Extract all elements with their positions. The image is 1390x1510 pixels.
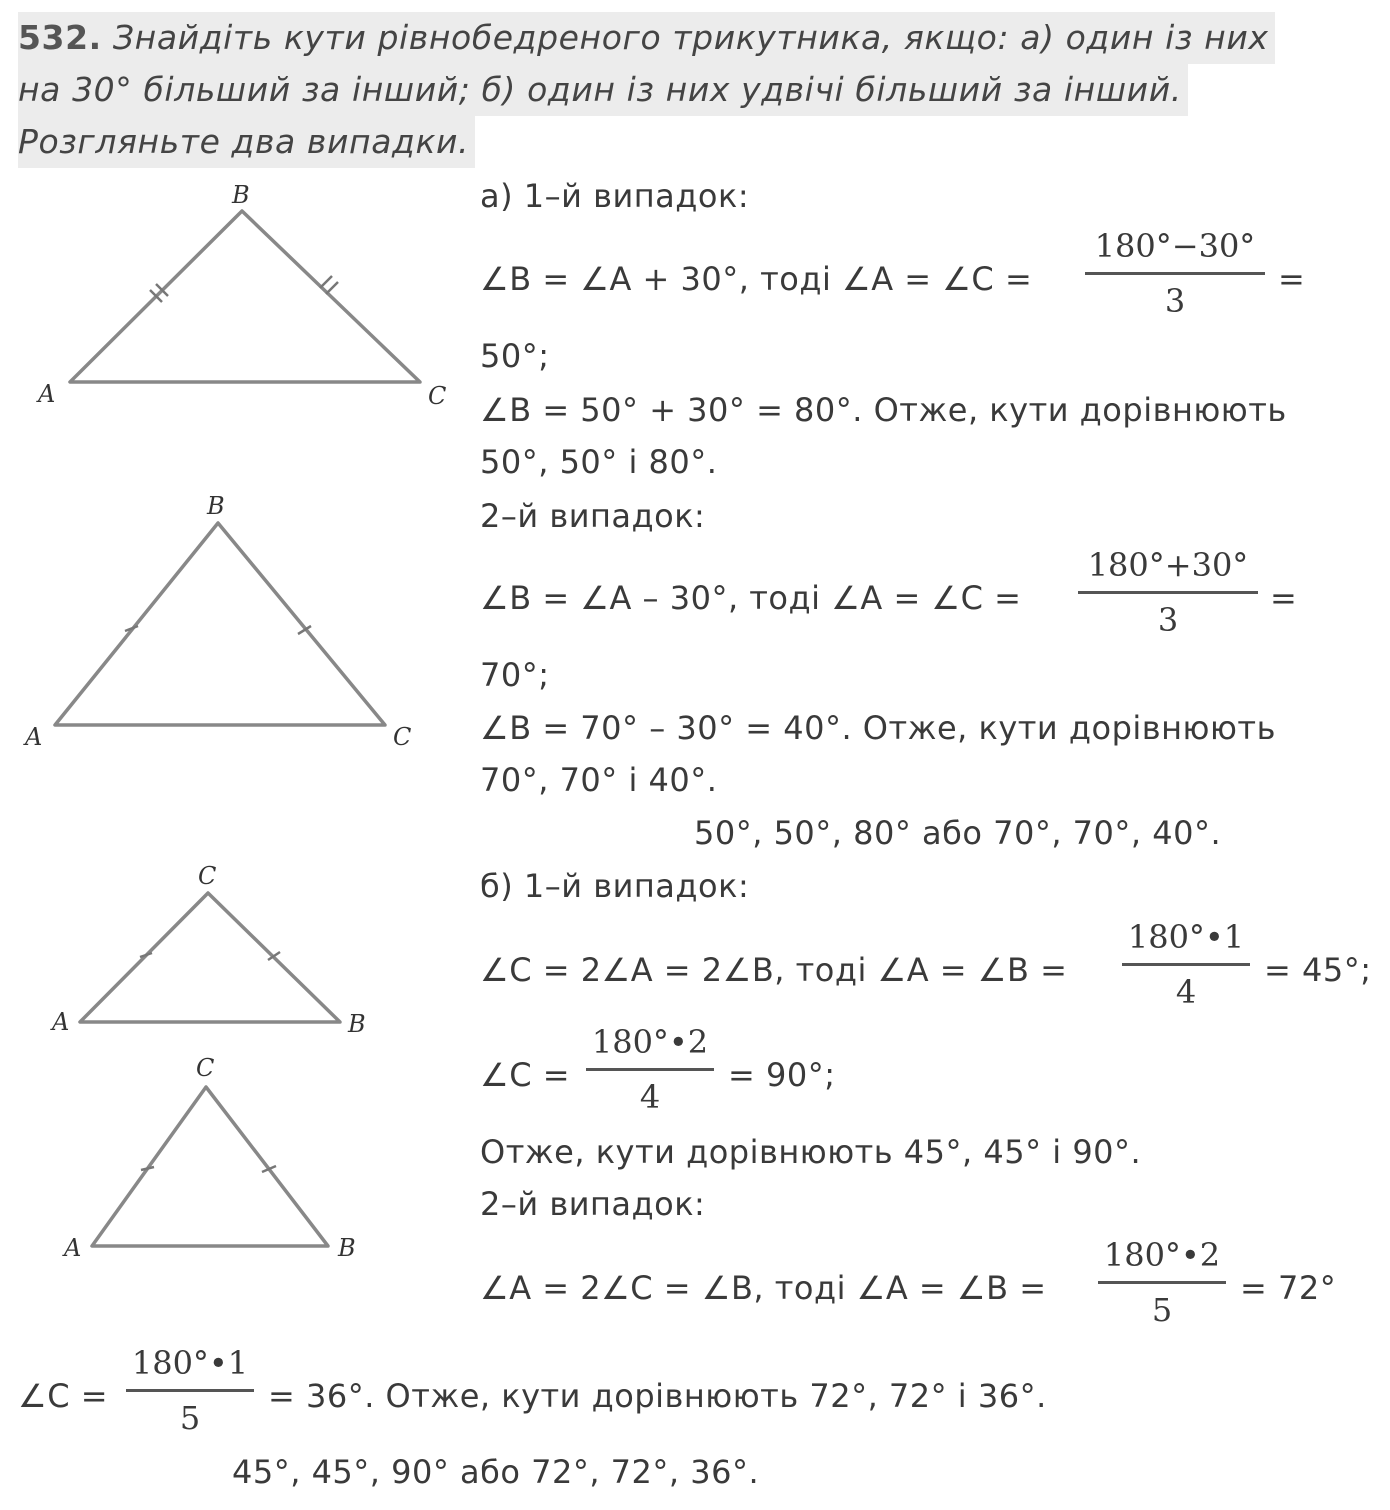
part-a-case1-title: а) 1–й випадок: bbox=[480, 177, 750, 215]
fraction-numerator: 180°+30° bbox=[1087, 546, 1249, 584]
part-a-answer: 50°, 50°, 80° або 70°, 70°, 40°. bbox=[694, 814, 1222, 852]
part-a-case1-fraction bbox=[1085, 228, 1265, 319]
fraction-numerator: 180°•2 bbox=[1103, 1236, 1221, 1274]
part-a-case1-angle-b: ∠B = 50° + 30° = 80°. Отже, кути дорівнюють bbox=[480, 391, 1287, 429]
fraction-denominator: 3 bbox=[1157, 601, 1179, 639]
fig1-left-label: A bbox=[38, 380, 56, 408]
part-b-answer: 45°, 45°, 90° або 72°, 72°, 36°. bbox=[232, 1453, 760, 1491]
part-a-case1-equation: ∠B = ∠A + 30°, тоді ∠A = ∠C = bbox=[480, 260, 1033, 298]
part-a-case2-result: 70°; bbox=[480, 656, 550, 694]
part-b-case2-c-lhs: ∠C = bbox=[18, 1377, 109, 1415]
part-b-case2-title: 2–й випадок: bbox=[480, 1185, 706, 1223]
fig4-right-label: B bbox=[338, 1234, 356, 1262]
part-b-case2-fraction bbox=[1098, 1237, 1226, 1328]
part-b-case1-conclusion: Отже, кути дорівнюють 45°, 45° і 90°. bbox=[480, 1133, 1142, 1171]
fig3-left-label: A bbox=[52, 1008, 70, 1036]
triangle-2 bbox=[55, 523, 385, 725]
fraction-numerator: 180°−30° bbox=[1094, 227, 1256, 265]
part-a-case2-title: 2–й випадок: bbox=[480, 497, 706, 535]
part-a-case1-result: 50°; bbox=[480, 337, 550, 375]
part-b-case1-fraction bbox=[1122, 919, 1250, 1010]
fig4-left-label: A bbox=[64, 1234, 82, 1262]
fraction-denominator: 5 bbox=[1151, 1291, 1173, 1329]
problem-line-1: 532. Знайдіть кути рівнобедреного трикутника, якщо: а) один із них bbox=[18, 12, 1275, 64]
triangle-1 bbox=[70, 211, 420, 382]
fraction-numerator: 180°•2 bbox=[591, 1023, 709, 1061]
fig3-top-label: C bbox=[198, 862, 217, 890]
triangle-4 bbox=[92, 1087, 328, 1246]
part-b-case1-title: б) 1–й випадок: bbox=[480, 867, 750, 905]
part-b-case2-c-fraction bbox=[126, 1345, 254, 1436]
part-b-case2-equals: = 72° bbox=[1240, 1269, 1337, 1307]
part-b-case1-equation: ∠C = 2∠A = 2∠B, тоді ∠A = ∠B = bbox=[480, 951, 1068, 989]
part-b-case2-c-tail: = 36°. Отже, кути дорівнюють 72°, 72° і 36°. bbox=[268, 1377, 1047, 1415]
fraction-numerator: 180°•1 bbox=[1127, 918, 1245, 956]
part-b-case1-c-fraction bbox=[586, 1024, 714, 1115]
problem-line-3: Розгляньте два випадки. bbox=[18, 116, 475, 168]
fig1-right-label: C bbox=[428, 382, 447, 410]
problem-line-2: на 30° більший за інший; б) один із них удвічі більший за інший. bbox=[18, 64, 1188, 116]
part-a-case1-conclusion: 50°, 50° і 80°. bbox=[480, 443, 718, 481]
fraction-denominator: 4 bbox=[1175, 973, 1197, 1011]
part-a-case2-equation: ∠B = ∠A – 30°, тоді ∠A = ∠C = bbox=[480, 579, 1022, 617]
part-a-case2-fraction bbox=[1078, 547, 1258, 638]
part-b-case1-c-lhs: ∠C = bbox=[480, 1056, 571, 1094]
fraction-denominator: 4 bbox=[639, 1078, 661, 1116]
part-b-case1-equals: = 45°; bbox=[1264, 951, 1372, 989]
fig1-top-label: B bbox=[232, 181, 250, 209]
part-a-case2-angle-b: ∠B = 70° – 30° = 40°. Отже, кути дорівнюють bbox=[480, 709, 1276, 747]
part-b-case2-equation: ∠A = 2∠C = ∠B, тоді ∠A = ∠B = bbox=[480, 1269, 1047, 1307]
triangle-3 bbox=[80, 893, 340, 1022]
part-a-case2-equals: = bbox=[1270, 579, 1298, 617]
problem-number: 532. bbox=[18, 18, 102, 57]
part-a-case1-equals: = bbox=[1278, 260, 1306, 298]
fraction-numerator: 180°•1 bbox=[131, 1344, 249, 1382]
fraction-denominator: 3 bbox=[1164, 282, 1186, 320]
fraction-denominator: 5 bbox=[179, 1399, 201, 1437]
fig2-top-label: B bbox=[207, 492, 225, 520]
fig2-left-label: A bbox=[25, 723, 43, 751]
fig4-top-label: C bbox=[196, 1054, 215, 1082]
fig2-right-label: C bbox=[393, 723, 412, 751]
fig3-right-label: B bbox=[348, 1010, 366, 1038]
part-b-case1-c-tail: = 90°; bbox=[728, 1056, 836, 1094]
part-a-case2-conclusion: 70°, 70° і 40°. bbox=[480, 761, 718, 799]
